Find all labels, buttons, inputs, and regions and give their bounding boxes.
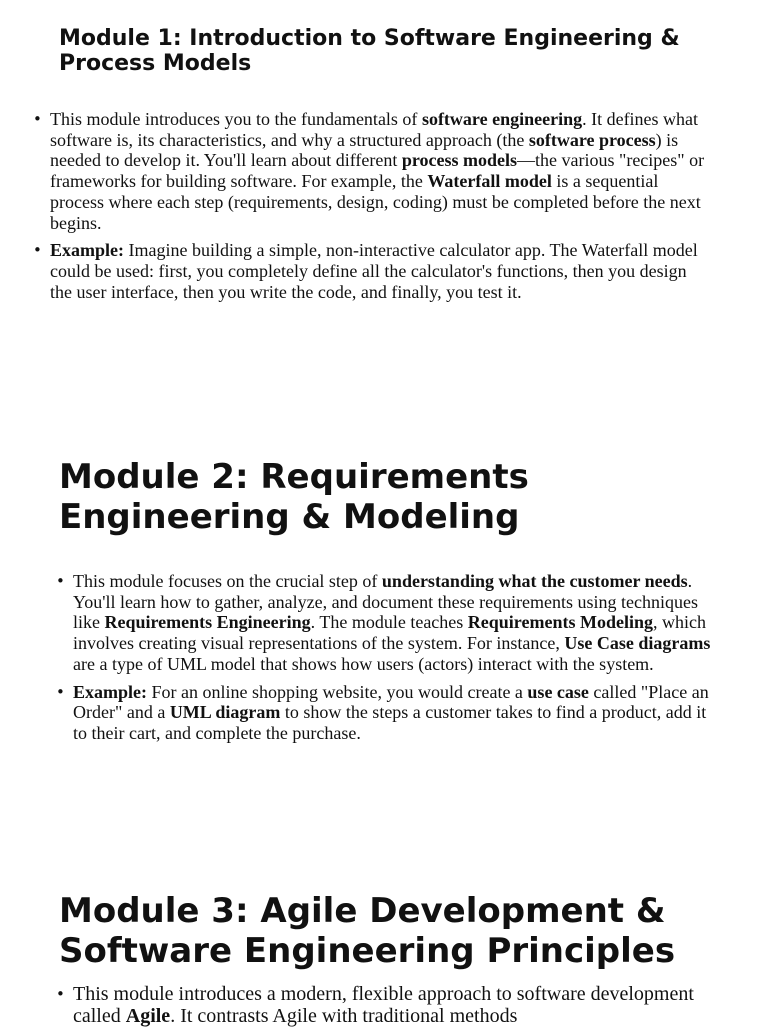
module-2-title: Module 2: Requirements Engineering & Modeling (59, 457, 529, 537)
bold-term: process models (401, 150, 517, 171)
text-run: This module introduces a modern, flexible approach to software development called (73, 983, 694, 1027)
bold-term: software process (528, 129, 656, 150)
text-run: is a sequential process where each step (requirements, design, coding) must be completed before the next begins. (50, 171, 701, 233)
example-label: Example: (50, 240, 124, 261)
text-run: . You'll learn how to gather, analyze, and document these requirements using techniques like (73, 571, 699, 633)
module-1-bullet-example (33, 240, 713, 302)
bold-term: software engineering (421, 109, 583, 129)
example-label: Example: (73, 681, 147, 702)
module-3-bullet-intro (56, 983, 716, 1027)
module-1-bullet-intro (33, 109, 713, 233)
text-run: called "Place an Order" and a (73, 681, 709, 723)
module-3-title: Module 3: Agile Development & Software Engineering Principles (59, 891, 676, 971)
module-2-bullet-intro (56, 571, 716, 675)
text-run: to show the steps a customer takes to find a product, add it to their cart, and complete the purchase. (73, 702, 707, 743)
bold-term: use case (527, 681, 589, 702)
text-run: . It defines what software is, its characteristics, and why a structured approach (the (50, 109, 699, 150)
text-run: This module introduces you to the fundamentals of (50, 109, 422, 129)
module-1-bullet-list (33, 109, 713, 309)
bold-term: Requirements Engineering (104, 612, 311, 633)
module-3-bullet-list (56, 983, 716, 1034)
module-1-title: Module 1: Introduction to Software Engineering & Process Models (59, 26, 680, 76)
bold-term: UML diagram (169, 702, 281, 723)
module-2-bullet-example (56, 682, 716, 744)
text-run: . It contrasts Agile with traditional methods (170, 1005, 518, 1027)
bold-term: understanding what the customer needs (381, 571, 688, 591)
bold-term: Use Case diagrams (564, 633, 711, 654)
text-run: —the various "recipes" or frameworks for building software. For example, the (50, 150, 705, 192)
text-run: Imagine building a simple, non-interactive calculator app. The Waterfall model could be used: first, you completely define all the calculator's functions, then you design the user interface, then you write the code, and finally, you test it. (50, 240, 698, 302)
bold-term: Waterfall model (427, 171, 552, 192)
text-run: For an online shopping website, you would create a (147, 681, 528, 702)
text-run: are a type of UML model that shows how users (actors) interact with the system. (73, 653, 654, 674)
module-2-bullet-list (56, 571, 716, 751)
text-run: , which involves creating visual representations of the system. For instance, (73, 612, 706, 654)
text-run: ) is needed to develop it. You'll learn about different (50, 129, 679, 171)
text-run: This module focuses on the crucial step of (73, 571, 382, 591)
text-run: . The module teaches (310, 612, 468, 633)
bold-term: Agile (125, 1005, 171, 1027)
bold-term: Requirements Modeling (467, 612, 653, 633)
